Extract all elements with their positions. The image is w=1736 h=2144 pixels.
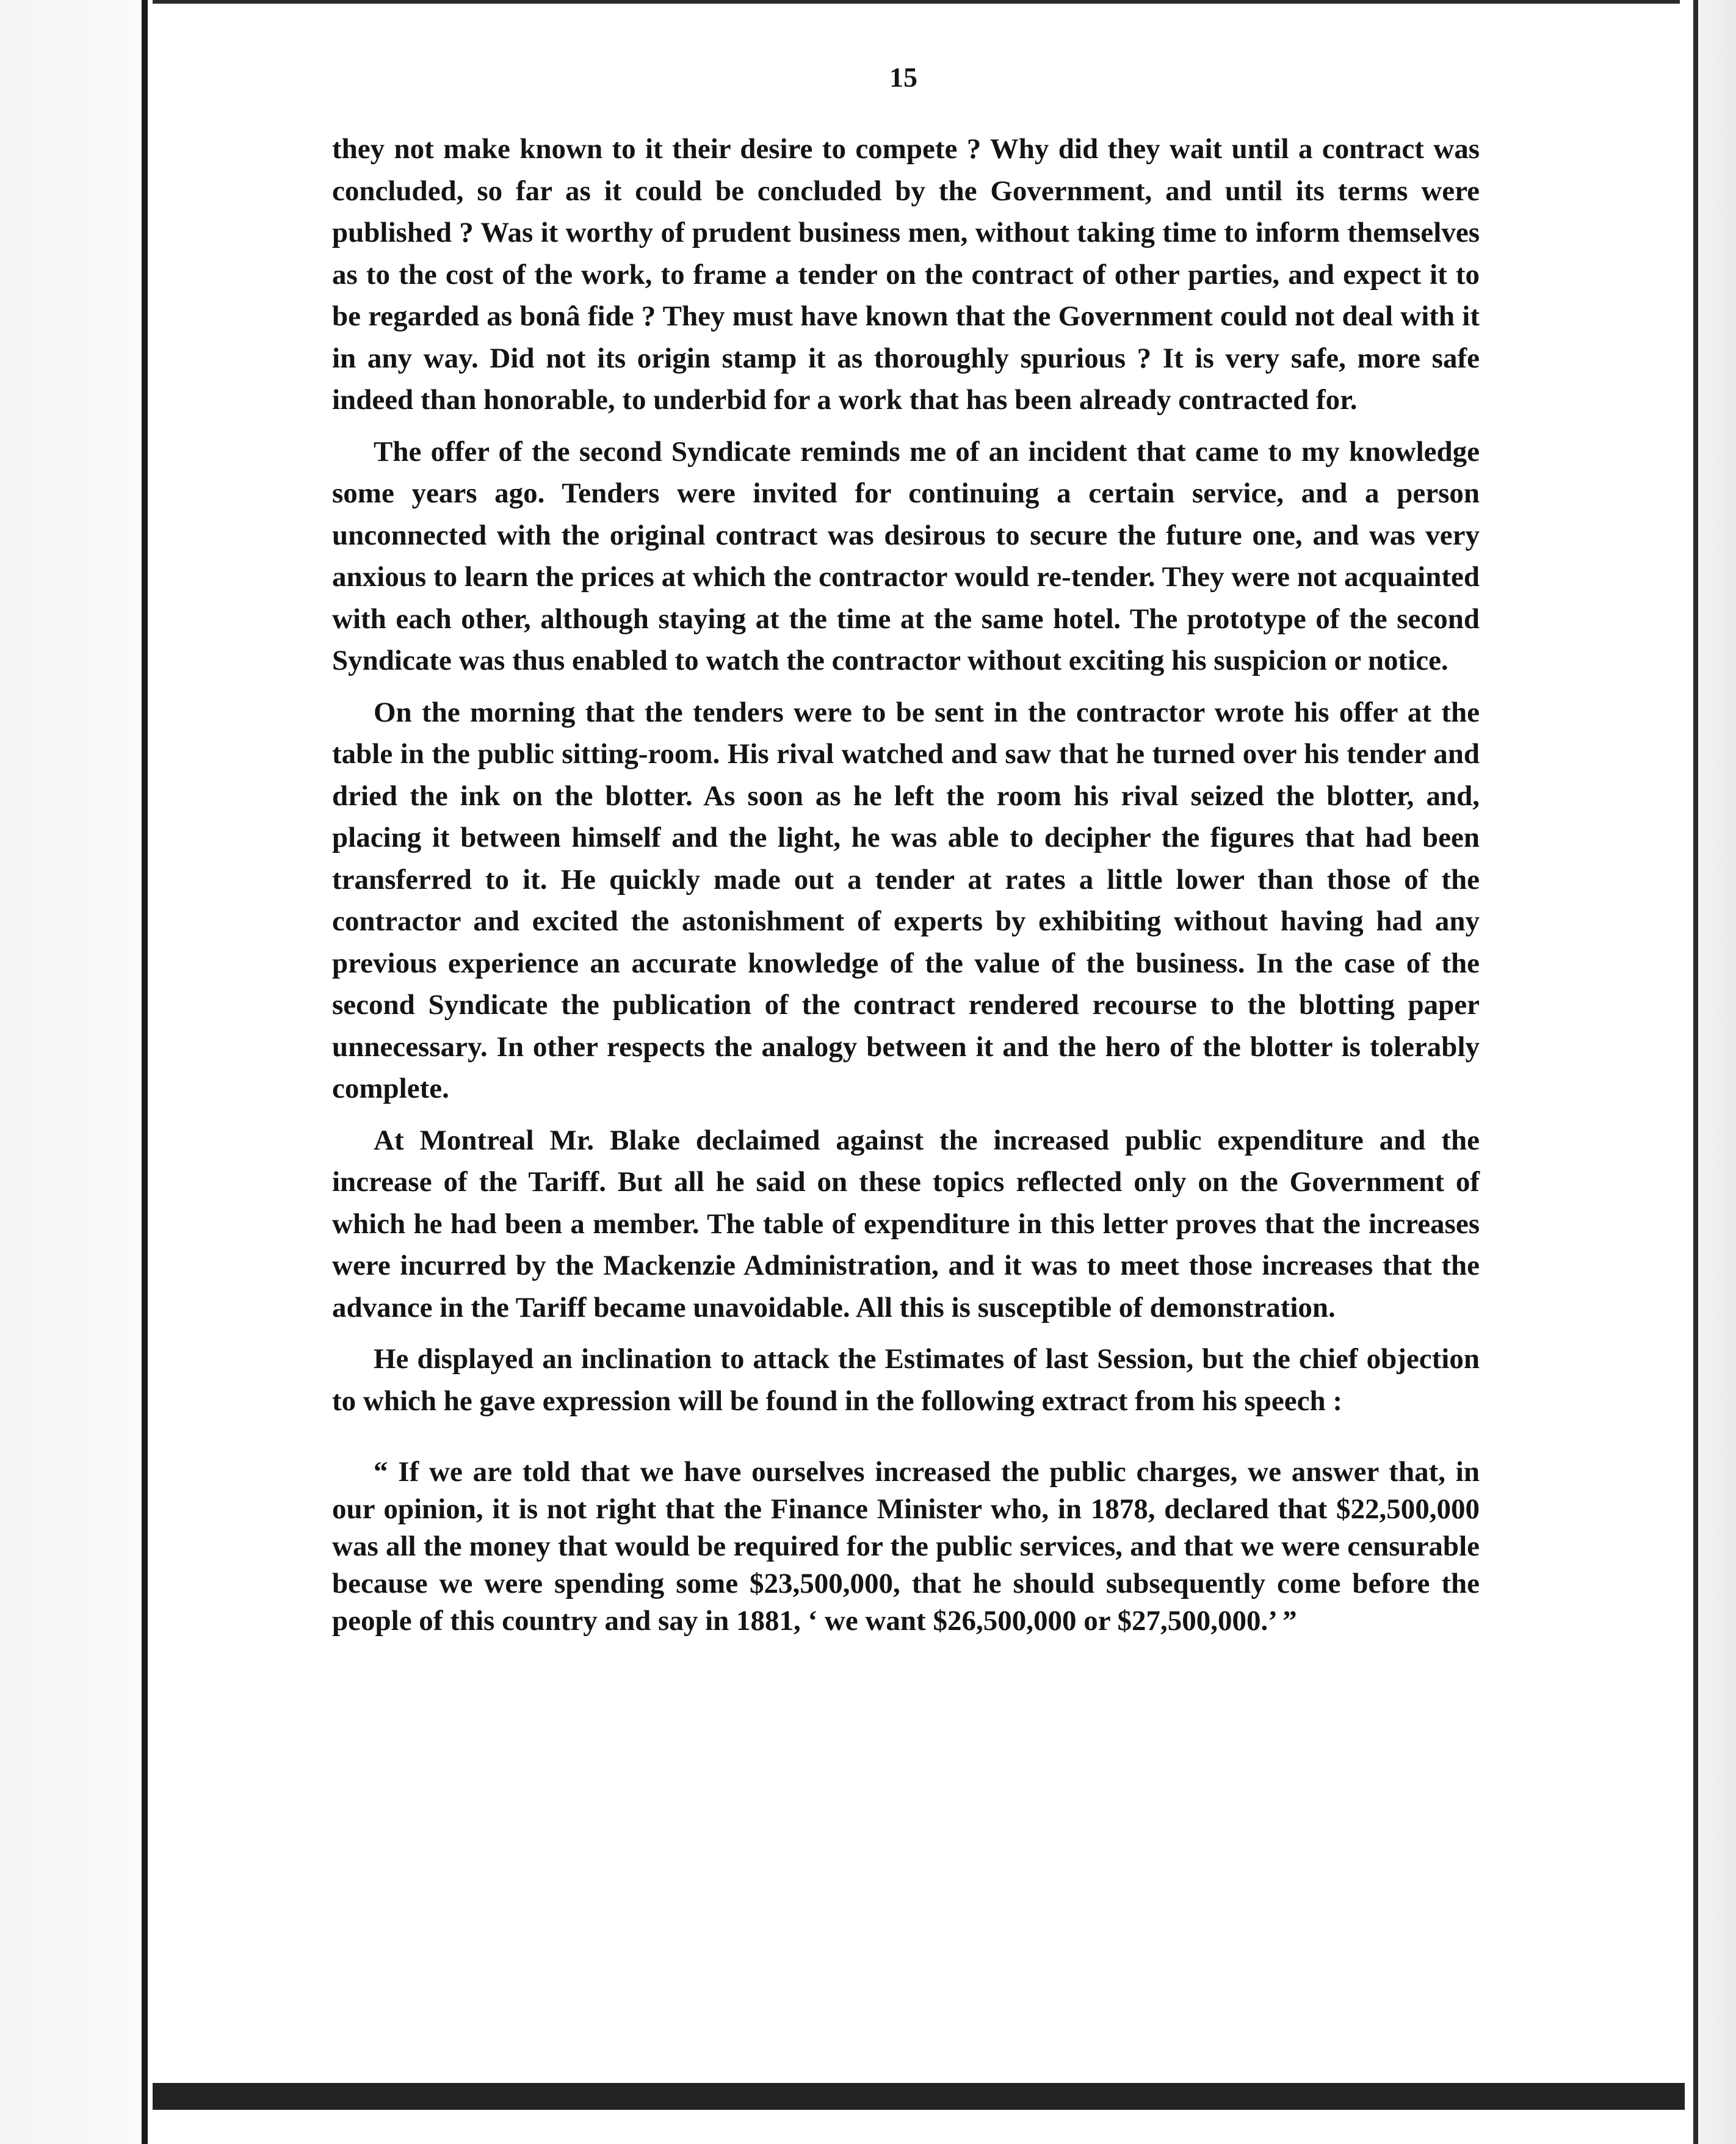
paragraph-montreal-blake: At Montreal Mr. Blake declaimed against the increased public expenditure and the increase of the Tariff. But all he said on these topics reflected only on the Government of which he had been a member. The table of expenditure in this letter proves that the increases were incurred by the Mackenzie Administration, and it was to meet those increases that the advance in the Tariff became unavoidable. All this is susceptible of demonstration. [332,1124,1480,1324]
paragraph-syndicate-incident: The offer of the second Syndicate reminds me of an incident that came to my knowledge some years ago. Tenders were invited for continuing a certain service, and a person unconnected with the original contract was desirous to secure the future one, and was very anxious to learn the prices at which the contractor would re-tender. They were not acquainted with each other, although staying at the time at the same hotel. The prototype of the second Syndicate was thus enabled to watch the contractor without exciting his suspicion or notice. [332,435,1480,676]
page-bottom-edge [153,2083,1685,2110]
paragraph-estimates: He displayed an inclination to attack the Estimates of last Session, but the chief objection to which he gave expression will be found in the following extract from his speech : [332,1343,1480,1417]
page-top-edge [153,0,1691,4]
paragraph-blotter-story: On the morning that the tenders were to be sent in the contractor wrote his offer at the table in the public sitting-room. His rival watched and saw that he turned over his tender and dried the ink on the blotter. As soon as he left the room his rival seized the blotter, and, placing it between himself and the light, he was able to decipher the figures that had been transferred to it. He quickly made out a tender at rates a little lower than those of the contractor and excited the astonishment of experts by exhibiting without having had any previous experience an accurate knowledge of the value of the business. In the case of the second Syndicate the publication of the contract rendered recourse to the blotting paper unnecessary. In other respects the analogy between it and the hero of the blotter is tolerably complete. [332,696,1480,1104]
page-right-edge [1680,0,1736,2144]
speech-quote: “ If we are told that we have ourselves increased the public charges, we answer that, in our opinion, it is not right that the Finance Minister who, in 1878, declared that $22,500,000 was all the money that would be required for the public services, and that we were censurable because we were spending some $23,500,000, that he should subsequently come before the people of this country and say in 1881, ‘ we want $26,500,000 or $27,500,000.’ ” [332,1456,1480,1637]
previous-page-margin [0,0,142,2144]
page-binding-edge [142,0,148,2144]
paragraph-continuation: they not make known to it their desire to compete ? Why did they wait until a contract was concluded, so far as it could be concluded by the Government, and until its terms were published ? Was it worthy of prudent business men, without taking time to inform themselves as to the cost of the work, to frame a tender on the contract of other parties, and expect it to be regarded as bonâ fide ? They must have known that the Government could not deal with it in any way. Did not its origin stamp it as thoroughly spurious ? It is very safe, more safe indeed than honorable, to underbid for a work that has been already contracted for. [332,133,1480,416]
body-text [332,128,1480,1640]
page-number: 15 [889,62,917,93]
